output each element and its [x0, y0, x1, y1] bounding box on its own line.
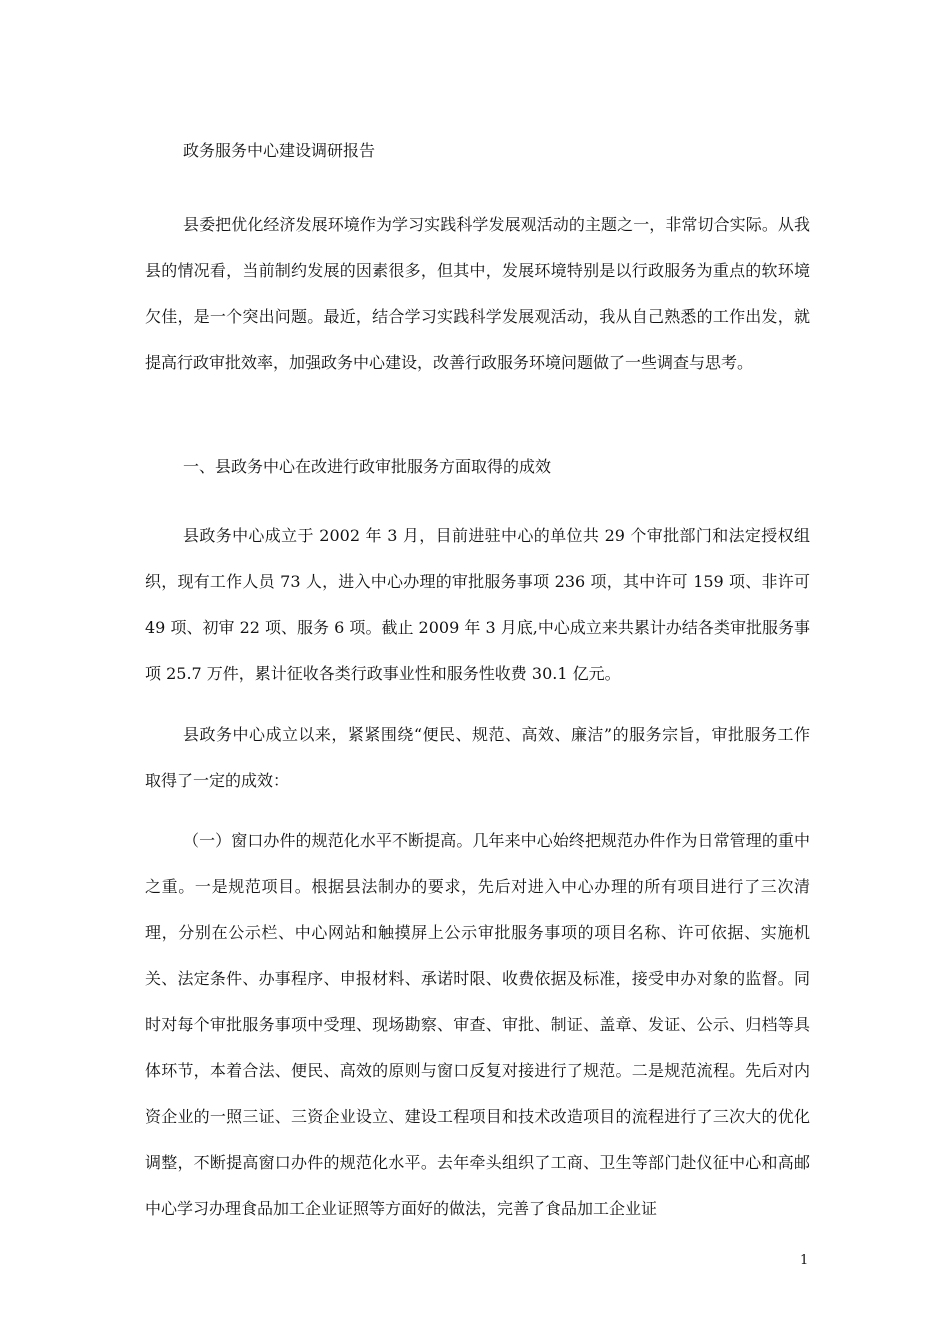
section-heading: 一、县政务中心在改进行政审批服务方面取得的成效 [183, 457, 552, 476]
purpose-paragraph: 县政务中心成立以来，紧紧围绕“便民、规范、高效、廉洁”的服务宗旨，审批服务工作 取得了一定的成效： [145, 725, 810, 790]
item-paragraph: （一）窗口办件的规范化水平不断提高。几年来中心始终把规范办件作为日常管理的重中之重。一是规范项目。根据县法制办的要求，先后对进入中心办理的所有项目进行了三次清理，分别在公示栏、中心网站和触摸屏上公示审批服务事项的项目名称、许可依据、实施机关、法定条件、办事程序、申报材料、承诺时限、收费依据及标准，接受申办对象的监督。同时对每个审批服务事项中受理、现场勘察、审查、审批、制证、盖章、发证、公示、归档等具体环节，本着合法、便民、高效的原则与窗口反复对接进行了规范。二是规范流程。先后对内资企业的一照三证、三资企业设立、建设工程项目和技术改造项目的流程进行了三次大的优化调整，不断提高窗口办件的规范化水平。去年牵头组织了工商、卫生等部门赴仪征中心和高邮中心学习办理食品加工企业证照等方面好的做法，完善了食品加工企业证 [145, 831, 810, 1218]
stats-paragraph: 县政务中心成立于 2002 年 3 月，目前进驻中心的单位共 29 个审批部门和法定授权组织，现有工作人员 73 人，进入中心办理的审批服务事项 236 项，其中许可 159 项、非许可 49 项、初审 22 项、服务 6 项。截止 2009 年 3 月底,中心成立来共累计办结各类审批服务事项 25.7 万件，累计征收各类行政事业性和服务性收费 30.1 亿元。 [145, 526, 810, 683]
intro-paragraph: 县委把优化经济发展环境作为学习实践科学发展观活动的主题之一，非常切合实际。从我县的情况看，当前制约发展的因素很多，但其中，发展环境特别是以行政服务为重点的软环境欠佳，是一个突出问题。最近，结合学习实践科学发展观活动，我从自己熟悉的工作出发，就提高行政审批效率，加强政务中心建设，改善行政服务环境问题做了一些调查与思考。 [145, 215, 810, 372]
page-number: 1 [800, 1253, 809, 1268]
document-title: 政务服务中心建设调研报告 [183, 141, 376, 160]
